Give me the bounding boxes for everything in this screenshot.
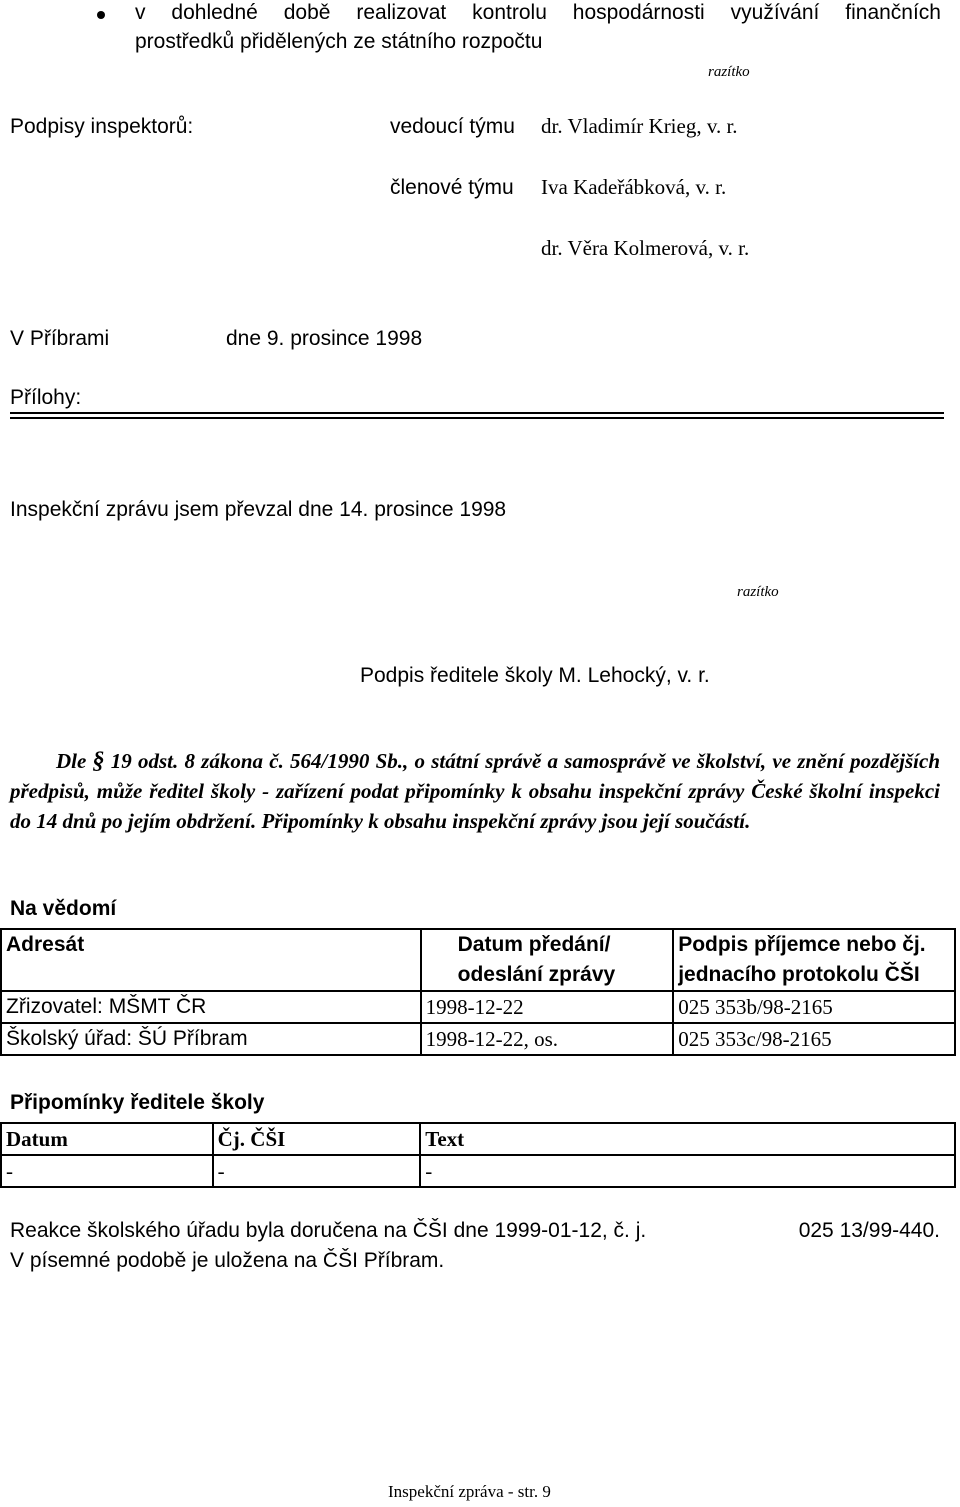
section-sign-icon: § bbox=[92, 748, 105, 774]
handover-date: 1998-12-22, os. bbox=[421, 1023, 674, 1055]
addressee: Školský úřad: ŠÚ Příbram bbox=[1, 1023, 421, 1055]
addressee: Zřizovatel: MŠMT ČR bbox=[1, 991, 421, 1023]
leader-role: vedoucí týmu bbox=[390, 115, 515, 138]
signatures-label: Podpisy inspektorů: bbox=[10, 115, 194, 138]
notice-table-header bbox=[1, 929, 955, 991]
date: dne 9. prosince 1998 bbox=[226, 327, 423, 350]
response-text-2: V písemné podobě je uložena na ČŠI Příbram. bbox=[10, 1249, 445, 1272]
legal-prefix: Dle bbox=[56, 749, 93, 773]
table-row bbox=[1, 1023, 955, 1055]
stamp-label-2: razítko bbox=[737, 584, 779, 600]
director-signature: Podpis ředitele školy M. Lehocký, v. r. bbox=[360, 664, 710, 687]
col-date: Datum předání/ odeslání zprávy bbox=[421, 929, 674, 991]
members-role: členové týmu bbox=[390, 176, 514, 199]
bullet-dot-icon bbox=[97, 11, 105, 19]
response-text-1: Reakce školského úřadu byla doručena na ČŠI dne 1999-01-12, č. j. bbox=[10, 1219, 647, 1242]
comment-text: - bbox=[420, 1155, 955, 1187]
comment-ref: - bbox=[213, 1155, 421, 1187]
col-signature: Podpis příjemce nebo čj. jednacího protokolu ČŠI bbox=[673, 929, 955, 991]
place: V Příbrami bbox=[10, 327, 110, 350]
attachments-rule-bottom bbox=[10, 417, 944, 419]
attachments-label: Přílohy: bbox=[10, 386, 82, 409]
notice-table bbox=[0, 928, 956, 1056]
notice-heading: Na vědomí bbox=[10, 897, 117, 920]
comment-date: - bbox=[1, 1155, 213, 1187]
legal-notice bbox=[10, 746, 940, 836]
reference-number: 025 353c/98-2165 bbox=[673, 1023, 955, 1055]
bullet-line-2: prostředků přidělených ze státního rozpočtu bbox=[135, 30, 543, 53]
table-row bbox=[1, 991, 955, 1023]
member-2-name: dr. Věra Kolmerová, v. r. bbox=[541, 236, 750, 260]
reference-number: 025 353b/98-2165 bbox=[673, 991, 955, 1023]
table-row bbox=[1, 1155, 955, 1187]
leader-name: dr. Vladimír Krieg, v. r. bbox=[541, 114, 738, 138]
bullet-text-1: v dohledné době realizovat kontrolu hospodárnosti využívání finančních bbox=[135, 1, 941, 24]
col-date: Datum bbox=[1, 1123, 213, 1155]
comments-table bbox=[0, 1122, 956, 1188]
col-ref: Čj. ČŠI bbox=[213, 1123, 421, 1155]
page-footer: Inspekční zpráva - str. 9 bbox=[388, 1482, 551, 1501]
col-addressee: Adresát bbox=[1, 929, 421, 991]
legal-text: 19 odst. 8 zákona č. 564/1990 Sb., o státní správě a samosprávě ve školství, ve znění pozdějších předpisů, může ředitel školy - zařízení podat připomínky k obsahu inspekční zprávy České školní inspekci do 14 dnů po jejím obdržení. Připomínky k obsahu inspekční zprávy jsou její součástí. bbox=[10, 749, 941, 833]
handover-date: 1998-12-22 bbox=[421, 991, 674, 1023]
bullet-line-1 bbox=[135, 0, 941, 25]
member-1-name: Iva Kadeřábková, v. r. bbox=[541, 175, 727, 199]
col-text: Text bbox=[420, 1123, 955, 1155]
stamp-label: razítko bbox=[708, 64, 750, 80]
comments-table-header bbox=[1, 1123, 955, 1155]
comments-heading: Připomínky ředitele školy bbox=[10, 1091, 265, 1114]
attachments-rule-top bbox=[10, 412, 944, 414]
received-line: Inspekční zprávu jsem převzal dne 14. prosince 1998 bbox=[10, 498, 507, 521]
authority-response bbox=[10, 1216, 940, 1276]
response-reference: 025 13/99-440. bbox=[798, 1219, 940, 1242]
